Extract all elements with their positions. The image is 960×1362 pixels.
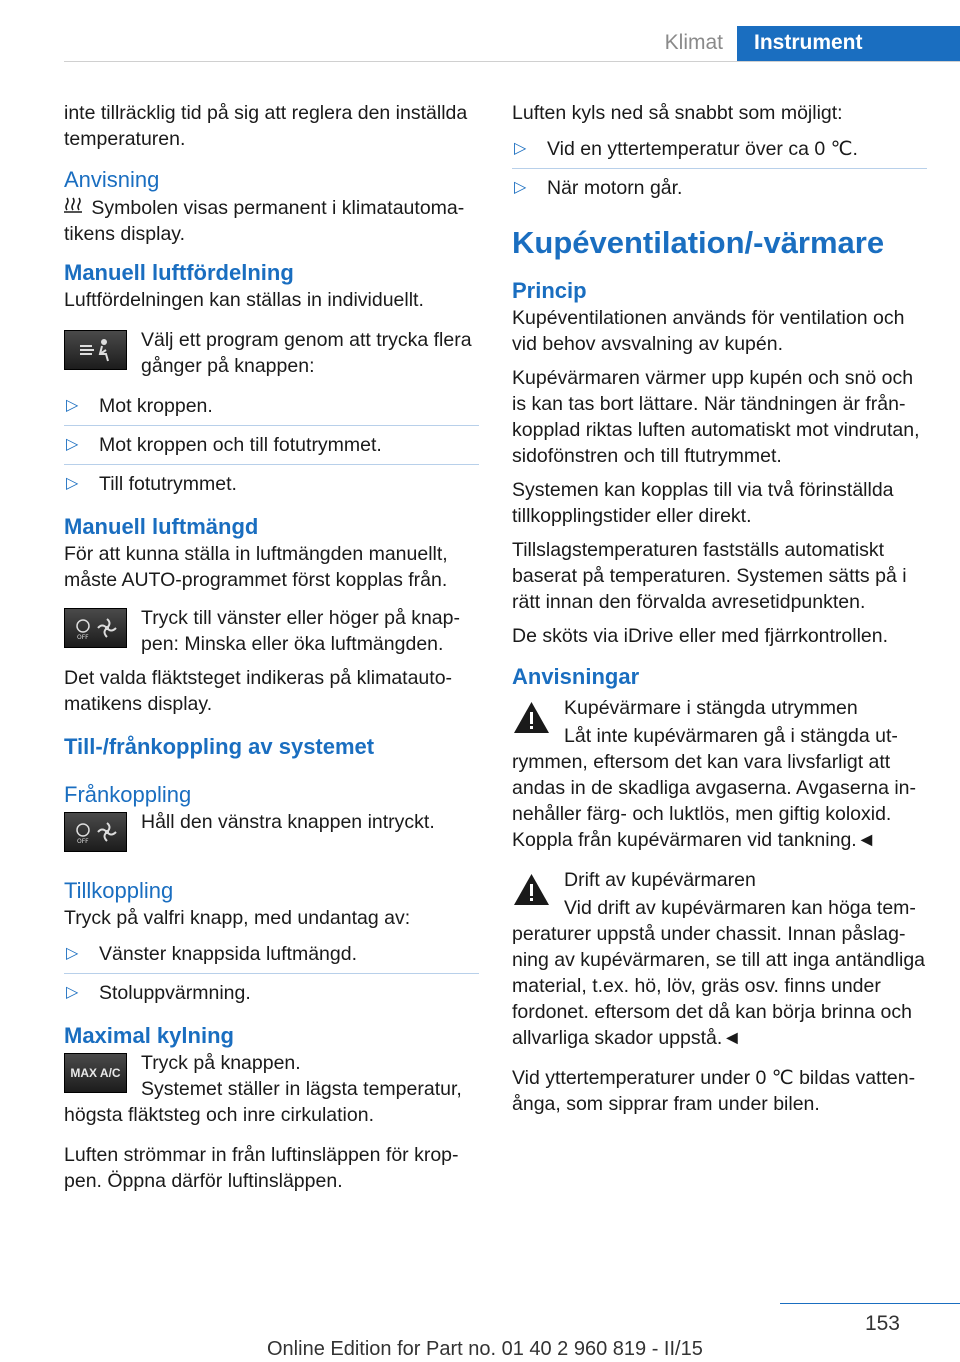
paragraph: Systemen kan kopplas till via två förinställda tillkopplingstider eller direkt. <box>512 479 894 527</box>
right-column <box>512 100 927 1125</box>
svg-text:OFF: OFF <box>76 838 89 845</box>
section-heading: Princip <box>512 278 587 303</box>
paragraph: Kupéventilationen används för ventilation och vid behov avsvalning av kupén. <box>512 307 905 355</box>
instruction-with-button <box>64 1050 479 1128</box>
edition-footer: Online Edition for Part no. 01 40 2 960 819 - II/15 <box>267 1338 703 1360</box>
fan-speed-button-icon <box>64 608 127 648</box>
triangle-bullet-icon: ▷ <box>66 436 79 453</box>
defrost-icon <box>64 194 86 221</box>
subsection-heading: Frånkoppling <box>64 782 192 807</box>
paragraph: För att kunna ställa in luftmängden manuellt, måste AUTO-programmet först kopplas från. <box>64 543 448 591</box>
paragraph: Håll den vänstra knappen intryckt. <box>141 811 435 833</box>
warning-text: Låt inte kupévärmaren gå i stängda utrymmen, eftersom det kan vara livsfarligt att andas in de skadliga avgaserna. Avgaserna innehåller färg- och luktlös, men giftig koloxid. Koppla från kupévärmaren vid tankning.◄ <box>512 725 917 851</box>
list-item: ▷ Vänster knappsida luftmängd. <box>64 935 479 974</box>
paragraph: inte tillräcklig tid på sig att reglera den inställda temperaturen. <box>64 102 468 150</box>
max-ac-button-icon: MAX A/C <box>64 1053 127 1093</box>
paragraph: Tryck på valfri knapp, med undantag av: <box>64 907 411 929</box>
svg-text:OFF: OFF <box>76 634 89 641</box>
note-text <box>64 194 479 247</box>
paragraph: Kupévärmaren värmer upp kupén och snö och is kan tas bort lättare. När tändningen är frånkopplad riktas luften automatiskt mot vindrutan, sidofönstren och till ftutrymmet. <box>512 367 920 467</box>
warning-icon <box>512 871 551 908</box>
paragraph: Luftfördelningen kan ställas in individuellt. <box>64 289 424 311</box>
warning-title: Kupévärmare i stängda utrymmen <box>564 697 858 719</box>
air-distribution-button-icon <box>64 330 127 370</box>
subsection-heading: Tillkoppling <box>64 878 174 903</box>
list-item: ▷ Mot kroppen. <box>64 387 479 426</box>
triangle-bullet-icon: ▷ <box>514 179 527 196</box>
paragraph: Tryck till vänster eller höger på knappen: Minska eller öka luftmängden. <box>141 607 460 655</box>
tab-klimat[interactable]: Klimat <box>664 31 723 54</box>
paragraph: Välj ett program genom att trycka flera gånger på knappen: <box>141 329 472 377</box>
paragraph: Luften kyls ned så snabbt som möjligt: <box>512 102 843 124</box>
section-heading: Till-/frånkoppling av systemet <box>64 734 375 759</box>
left-column <box>64 100 479 1202</box>
list-item: ▷ Stoluppvärmning. <box>66 982 251 1004</box>
warning-icon <box>512 699 551 736</box>
warning-block <box>512 867 927 1051</box>
instruction-with-button <box>64 605 479 657</box>
tab-instrument[interactable]: Instrument <box>737 26 960 62</box>
instruction-with-button <box>64 809 479 867</box>
triangle-bullet-icon: ▷ <box>66 475 79 492</box>
triangle-bullet-icon: ▷ <box>66 945 79 962</box>
instruction-with-button <box>64 327 479 379</box>
paragraph: Det valda fläktsteget indikeras på klimatautomatikens display. <box>64 667 453 715</box>
page-header <box>0 0 960 62</box>
section-heading: Manuell luftmängd <box>64 514 259 539</box>
paragraph: De sköts via iDrive eller med fjärrkontrollen. <box>512 625 889 647</box>
bullet-list <box>64 935 479 1012</box>
paragraph: Luften strömmar in från luftinsläppen för kroppen. Öppna därför luftinsläppen. <box>64 1144 459 1192</box>
paragraph: Systemet ställer in lägsta temperatur, högsta fläktsteg och inre cirkulation. <box>64 1078 462 1126</box>
paragraph: Vid yttertemperaturer under 0 ℃ bildas vattenånga, som sipprar fram under bilen. <box>512 1067 916 1115</box>
list-item: ▷ När motorn går. <box>514 177 683 199</box>
page-number: 153 <box>864 1312 900 1335</box>
paragraph: Tillslagstemperaturen fastställs automatiskt baserat på temperaturen. Systemen sätts på i rätt innan den förvalda avresetidpunkten. <box>512 539 907 613</box>
note-heading: Anvisning <box>64 167 160 192</box>
section-heading: Anvisningar <box>512 664 640 689</box>
section-heading: Manuell luftfördelning <box>64 260 294 285</box>
warning-block <box>512 695 927 853</box>
triangle-bullet-icon: ▷ <box>66 397 79 414</box>
bullet-list <box>512 130 927 207</box>
list-item: ▷ Vid en yttertemperatur över ca 0 ℃. <box>512 130 927 169</box>
header-divider <box>64 61 960 62</box>
note-body: Symbolen visas permanent i klimatautomatikens display. <box>64 197 465 245</box>
bullet-list <box>64 387 479 503</box>
footer-divider <box>780 1303 960 1304</box>
triangle-bullet-icon: ▷ <box>66 984 79 1001</box>
section-heading: Maximal kylning <box>64 1023 234 1048</box>
warning-title: Drift av kupévärmaren <box>564 869 756 891</box>
fan-speed-button-icon <box>64 812 127 852</box>
list-item: ▷ Mot kroppen och till fotutrymmet. <box>64 426 479 465</box>
warning-text: Vid drift av kupévärmaren kan höga temperaturer uppstå under chassit. Innan påslagning av kupévärmaren, se till att inga antändliga material, t.ex. hö, löv, gräs osv. finns under fordonet. eftersom det då kan börja brinna och allvarliga skador uppstå.◄ <box>512 897 926 1049</box>
list-item: ▷ Till fotutrymmet. <box>66 473 237 495</box>
triangle-bullet-icon: ▷ <box>514 140 527 157</box>
chapter-heading: Kupéventilation/-värmare <box>512 225 885 260</box>
paragraph: Tryck på knappen. <box>141 1052 301 1074</box>
